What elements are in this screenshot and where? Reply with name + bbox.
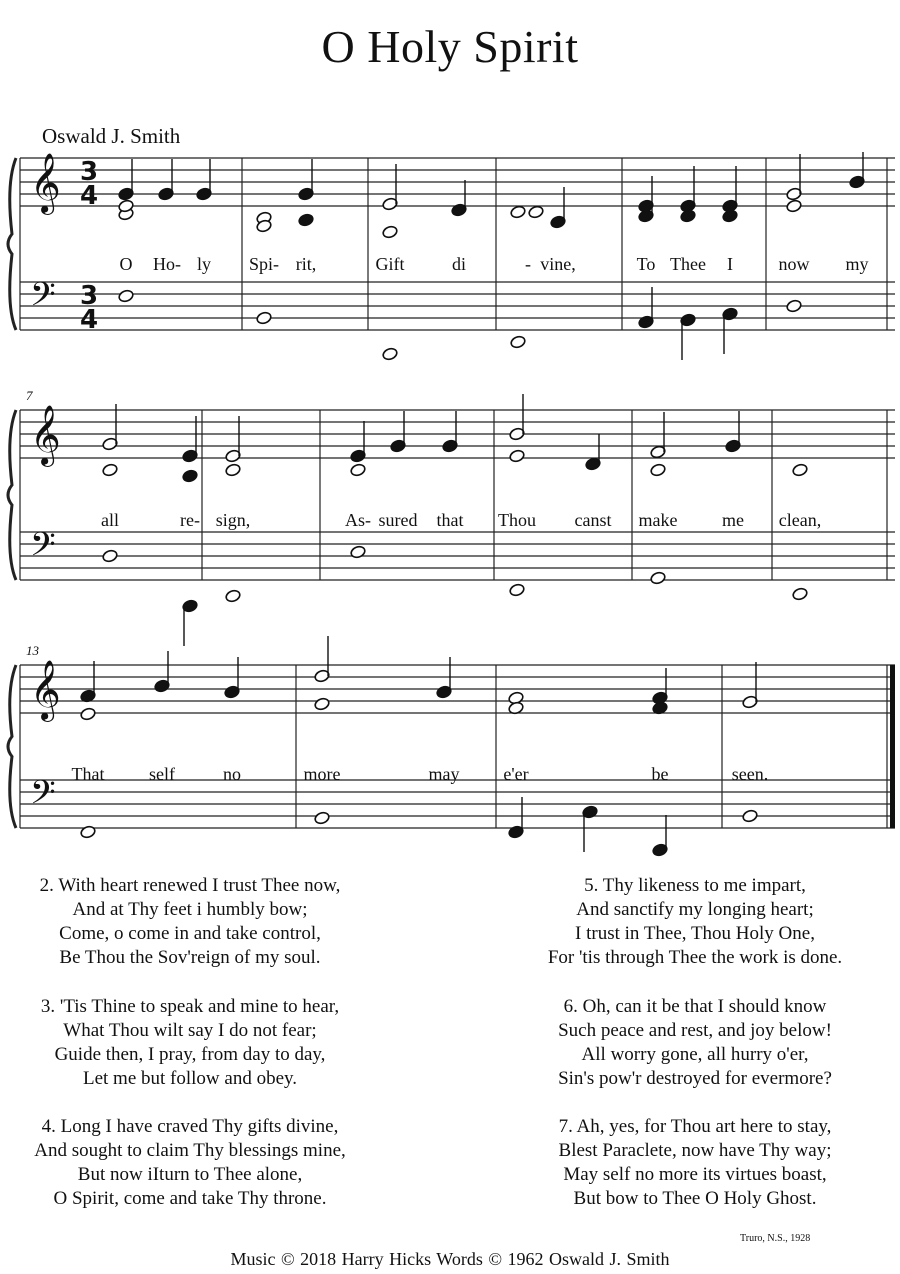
lyric-syllable: O [119, 254, 133, 274]
note-head [792, 463, 809, 477]
lyric-syllable: sured [378, 510, 418, 530]
lyric-syllable: no [223, 764, 241, 784]
treble-clef: 𝄞 [30, 155, 61, 212]
verse-4 [10, 1115, 370, 1211]
note-head [742, 809, 759, 823]
verse-line: Be Thou the Sov'reign of my soul. [59, 947, 321, 968]
verse-line: 7. Ah, yes, for Thou art here to stay, [558, 1116, 832, 1137]
note-head [102, 463, 119, 477]
lyric-syllable: Ho- [153, 254, 181, 274]
lyric-syllable: I [727, 254, 733, 274]
note-head [786, 199, 803, 213]
verse-6 [515, 995, 875, 1091]
verse-line: May self no more its virtues boast, [563, 1164, 827, 1185]
note-head [510, 335, 527, 349]
note-head [786, 299, 803, 313]
bass-clef: 𝄢 [30, 526, 56, 571]
lyric-syllable: now [778, 254, 810, 274]
time-signature-bottom: 4 [80, 181, 99, 211]
lyric-syllable: Gift [375, 254, 405, 274]
note-head [314, 697, 331, 711]
note-head [102, 549, 119, 563]
verse-line: And at Thy feet i humbly bow; [72, 899, 308, 920]
note-head [350, 463, 367, 477]
verse-line: 6. Oh, can it be that I should know [563, 996, 827, 1017]
time-signature-bottom: 4 [80, 305, 99, 335]
verse-2 [10, 874, 370, 970]
lyric-syllable: di [451, 254, 467, 274]
hymn-title: O Holy Spirit [321, 21, 579, 72]
lyric-syllable: sign, [215, 510, 251, 530]
note-head [792, 587, 809, 601]
note-head [225, 463, 242, 477]
note-head [510, 205, 527, 219]
note-head [528, 205, 545, 219]
verse-line: Guide then, I pray, from day to day, [54, 1044, 326, 1065]
verse-7 [515, 1115, 875, 1211]
note-head [256, 311, 273, 325]
lyric-syllable: more [303, 764, 341, 784]
lyric-syllable: may [428, 764, 460, 784]
time-signature-top: 3 [80, 281, 99, 311]
verse-line: Sin's pow'r destroyed for evermore? [558, 1068, 832, 1089]
note-head [80, 825, 97, 839]
measure-number: 7 [26, 388, 33, 403]
tune-name: Truro, N.S., 1928 [740, 1233, 811, 1244]
verse-line: 4. Long I have craved Thy gifts divine, [41, 1116, 339, 1137]
note-head [350, 545, 367, 559]
measure-number: 13 [26, 643, 39, 658]
verse-line: And sought to claim Thy blessings mine, [34, 1140, 346, 1161]
note-head [182, 469, 199, 483]
verse-line: But now iIturn to Thee alone, [77, 1164, 303, 1185]
note-head [722, 209, 739, 223]
verse-line: What Thou wilt say I do not fear; [63, 1020, 317, 1041]
lyric-syllable: be [651, 764, 669, 784]
lyric-syllable: canst [574, 510, 612, 530]
treble-clef: 𝄞 [30, 407, 61, 464]
verse-line: I trust in Thee, Thou Holy One, [575, 923, 815, 944]
verse-line: Come, o come in and take control, [59, 923, 321, 944]
verse-5 [515, 874, 875, 970]
lyric-syllable: Thou [498, 510, 536, 530]
note-head [382, 347, 399, 361]
verse-line: Let me but follow and obey. [82, 1068, 298, 1089]
note-head [382, 225, 399, 239]
lyric-syllable: - [525, 254, 531, 274]
lyric-syllable: seen. [731, 764, 769, 784]
bass-clef: 𝄢 [30, 774, 56, 819]
verse-line: Such peace and rest, and joy below! [558, 1020, 832, 1041]
treble-clef: 𝄞 [30, 662, 61, 719]
author-credit: Oswald J. Smith [42, 124, 181, 148]
note-head [509, 583, 526, 597]
note-head [680, 209, 697, 223]
lyric-syllable: all [101, 510, 119, 530]
verse-line: But bow to Thee O Holy Ghost. [573, 1188, 817, 1209]
note-head [650, 463, 667, 477]
lyric-syllable: Thee [670, 254, 706, 274]
lyric-syllable: ly [196, 254, 212, 274]
brace [8, 665, 16, 828]
lyric-syllable: self [149, 764, 175, 784]
lyric-syllable: Spi- [248, 254, 280, 274]
lyric-syllable: e'er [503, 764, 529, 784]
lyric-syllable: clean, [778, 510, 822, 530]
verse-line: For 'tis through Thee the work is done. [547, 947, 843, 968]
lyric-syllable: vine, [540, 254, 576, 274]
verse-line: 5. Thy likeness to me impart, [584, 875, 806, 896]
lyric-syllable: me [722, 510, 744, 530]
copyright-footer: Music © 2018 Harry Hicks Words © 1962 Oswald J. Smith [230, 1249, 670, 1269]
lyric-syllable: That [71, 764, 105, 784]
note-head [118, 289, 135, 303]
verse-line: 2. With heart renewed I trust Thee now, [39, 875, 341, 896]
lyric-syllable: re- [180, 510, 200, 530]
note-head [650, 571, 667, 585]
note-head [314, 811, 331, 825]
note-head [509, 449, 526, 463]
final-barline [890, 665, 895, 828]
verse-line: 3. 'Tis Thine to speak and mine to hear, [40, 996, 340, 1017]
verse-line: Blest Paraclete, now have Thy way; [558, 1140, 832, 1161]
bass-clef: 𝄢 [30, 276, 56, 321]
lyric-syllable: rit, [295, 254, 317, 274]
lyric-syllable: my [845, 254, 869, 274]
lyric-syllable: that [436, 510, 464, 530]
verse-line: O Spirit, come and take Thy throne. [53, 1188, 327, 1209]
note-head [298, 213, 315, 227]
verse-line: And sanctify my longing heart; [576, 899, 814, 920]
lyric-syllable: make [638, 510, 678, 530]
brace [8, 410, 16, 580]
note-head [225, 589, 242, 603]
verse-line: All worry gone, all hurry o'er, [581, 1044, 809, 1065]
verse-3 [10, 995, 370, 1091]
lyric-syllable: As- [345, 510, 371, 530]
note-head [80, 707, 97, 721]
lyric-syllable: To [636, 254, 656, 274]
time-signature-top: 3 [80, 157, 99, 187]
brace [8, 158, 16, 330]
